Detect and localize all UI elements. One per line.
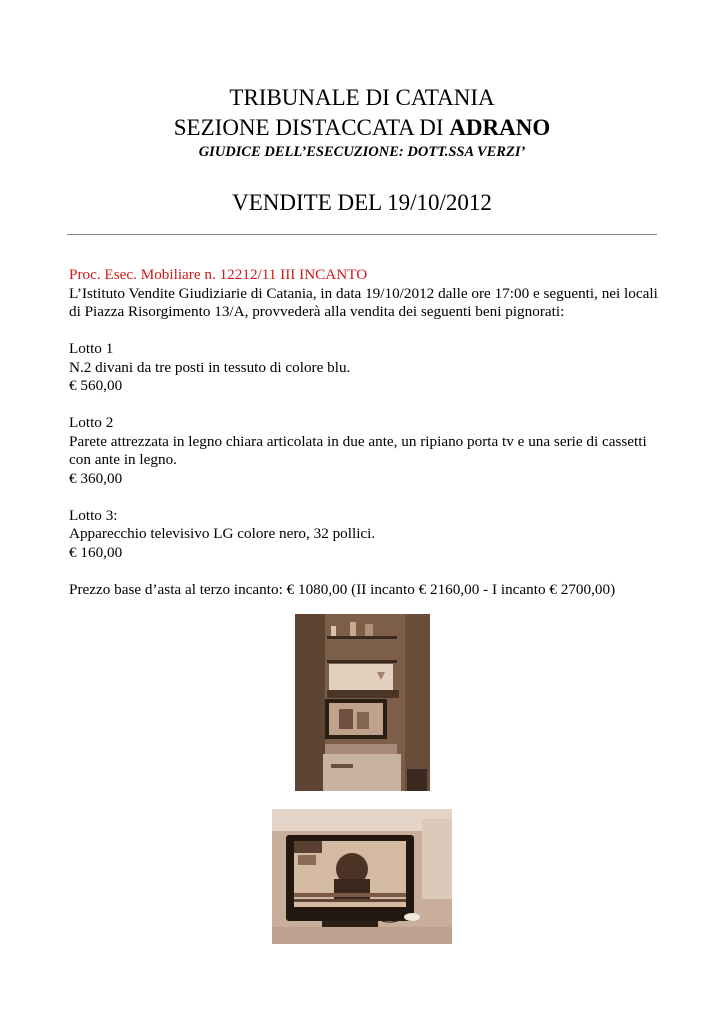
lot-price: € 360,00	[69, 469, 123, 487]
section-title	[0, 114, 724, 142]
court-title: TRIBUNALE DI CATANIA	[229, 85, 495, 110]
lot-description: Parete attrezzata in legno chiara articolata in due ante, un ripiano porta tv e una serie di cassetti con ante in legno.	[69, 432, 647, 468]
lot-1	[69, 340, 659, 396]
procedure-title: Proc. Esec. Mobiliare n. 12212/11 III INCANTO	[69, 266, 368, 283]
photo-wall-unit	[295, 614, 430, 791]
document-body	[69, 266, 659, 599]
sales-date-title: VENDITE DEL 19/10/2012	[232, 190, 492, 215]
lot-label: Lotto 3:	[69, 506, 118, 524]
lot-price: € 160,00	[69, 543, 123, 561]
lot-label: Lotto 2	[69, 414, 114, 431]
procedure-intro: L’Istituto Vendite Giudiziarie di Catania, in data 19/10/2012 dalle ore 17:00 e seguenti, nei locali di Piazza Risorgimento 13/A, provvederà alla vendita dei seguenti beni pignorati:	[69, 284, 658, 320]
lot-label: Lotto 1	[69, 340, 114, 357]
lot-price: € 560,00	[69, 377, 123, 394]
section-place: ADRANO	[449, 115, 551, 140]
lot-2	[69, 414, 659, 488]
judge-line: GIUDICE DELL’ESECUZIONE: DOTT.SSA VERZI’	[198, 144, 526, 160]
lot-description: Apparecchio televisivo LG colore nero, 32 pollici.	[69, 525, 376, 542]
base-price: Prezzo base d’asta al terzo incanto: € 1080,00 (II incanto € 2160,00 - I incanto € 2700,00)	[69, 580, 616, 598]
photo-lg-television	[272, 809, 452, 944]
section-prefix: SEZIONE DISTACCATA DI	[173, 115, 450, 140]
lot-3	[69, 507, 659, 563]
lot-description: N.2 divani da tre posti in tessuto di colore blu.	[69, 358, 351, 376]
horizontal-rule	[67, 234, 657, 235]
